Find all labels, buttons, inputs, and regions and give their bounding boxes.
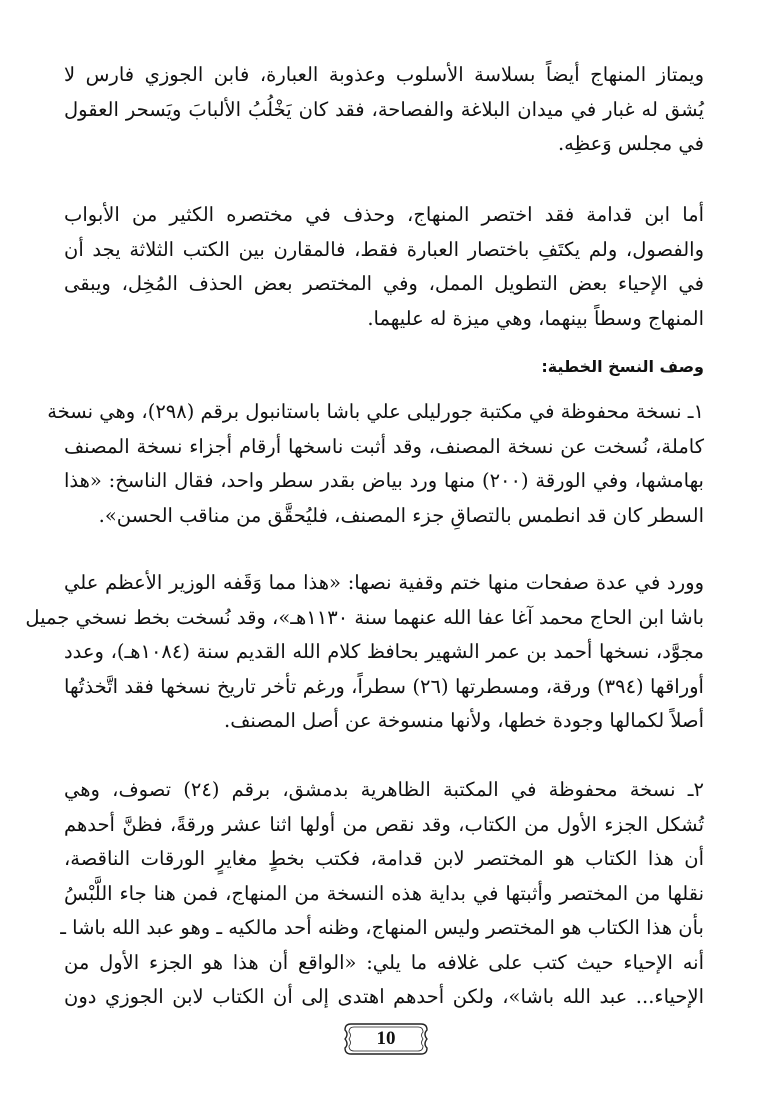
paragraph-manuscript-1-details bbox=[25, 566, 704, 739]
text-line: وورد في عدة صفحات منها ختم وقفية نصها: «هذا مما وَقَفه الوزير الأعظم علي bbox=[64, 571, 704, 594]
text-line: أصلاً لكمالها وجودة خطها، ولأنها منسوخة عن أصل المصنف. bbox=[224, 709, 704, 732]
text-line: أوراقها (٣٩٤) ورقة، ومسطرتها (٢٦) سطراً، ورغم تأخر تاريخ نسخها فقد اتَّخذتُها bbox=[64, 674, 704, 698]
text-line: يُشق له غبار في ميدان البلاغة والفصاحة، فقد كان يَخْلُبُ الألبابَ ويَسحر العقول bbox=[64, 97, 704, 121]
section-heading: وصف النسخ الخطية: bbox=[541, 357, 704, 376]
text-line: ويمتاز المنهاج أيضاً بسلاسة الأسلوب وعذوبة العبارة، فابن الجوزي فارس لا bbox=[64, 63, 704, 86]
text-line: الإحياء... عبد الله باشا»، ولكن أحدهم اهتدى إلى أن الكتاب لابن الجوزي دون bbox=[64, 985, 704, 1008]
text-line: باشا ابن الحاج محمد آغا عفا الله عنهما سنة ١١٣٠هـ»، وقد نُسخت بخط نسخي جميل bbox=[25, 605, 704, 629]
page-number-frame bbox=[341, 1022, 431, 1056]
text-line: في مجلس وَعظِه. bbox=[557, 132, 704, 155]
text-line: تُشكل الجزء الأول من الكتاب، وقد نقص من أولها اثنا عشر ورقةً، فظنَّ أحدهم bbox=[64, 812, 704, 836]
text-line: أنه الإحياء حيث كتب على غلافه ما يلي: «الواقع أن هذا هو الجزء الأول من bbox=[64, 950, 704, 974]
text-line: ١ـ نسخة محفوظة في مكتبة جورليلى علي باشا باستانبول برقم (٢٩٨)، وهي نسخة bbox=[47, 400, 704, 423]
text-line: مجوَّد، نسخها أحمد بن عمر الشهير بحافظ كلام الله القديم سنة (١٠٨٤هـ)، وعدد bbox=[64, 640, 704, 663]
text-line: أن هذا الكتاب هو المختصر لابن قدامة، فكتب بخطٍ مغايرٍ الورقات الناقصة، bbox=[64, 847, 704, 870]
text-line: والفصول، ولم يكتَفِ باختصار العبارة فقط، فالمقارن بين الكتب الثلاثة يجد أن bbox=[64, 237, 704, 261]
page-number: 10 bbox=[376, 1028, 396, 1049]
paragraph-manuscript-1 bbox=[47, 395, 704, 533]
paragraph-ibn-qudama bbox=[64, 198, 704, 336]
text-line: بأن هذا الكتاب هو المختصر وليس المنهاج، وظنه أحد مالكيه ـ وهو عبد الله باشا ـ bbox=[60, 916, 704, 939]
text-line: السطر كان قد انطمس بالتصاقِ جزء المصنف، فليُحقَّق من مناقب الحسن». bbox=[98, 503, 704, 527]
text-line: أما ابن قدامة فقد اختصر المنهاج، وحذف في مختصره الكثير من الأبواب bbox=[64, 203, 704, 226]
paragraph-style-comparison bbox=[64, 58, 704, 162]
text-line: المنهاج وسطاً بينهما، وهي ميزة له عليهما. bbox=[367, 306, 704, 330]
text-line: كاملة، نُسخت عن نسخة المصنف، وقد أثبت ناسخها أرقام أجزاء نسخة المصنف bbox=[64, 434, 704, 458]
text-line: في الإحياء بعض التطويل الممل، وفي المختصر بعض الحذف المُخِل، ويبقى bbox=[64, 272, 704, 295]
text-line: نقلها من المختصر وأثبتها في بداية هذه النسخة من المنهاج، فمن هنا جاء اللَّبْسُ bbox=[64, 881, 704, 905]
text-line: ٢ـ نسخة محفوظة في المكتبة الظاهرية بدمشق، برقم (٢٤) تصوف، وهي bbox=[64, 778, 704, 801]
paragraph-manuscript-2 bbox=[60, 773, 704, 1015]
text-line: بهامشها، وفي الورقة (٢٠٠) منها ورد بياض بقدر سطر واحد، فقال الناسخ: «هذا bbox=[64, 469, 704, 492]
